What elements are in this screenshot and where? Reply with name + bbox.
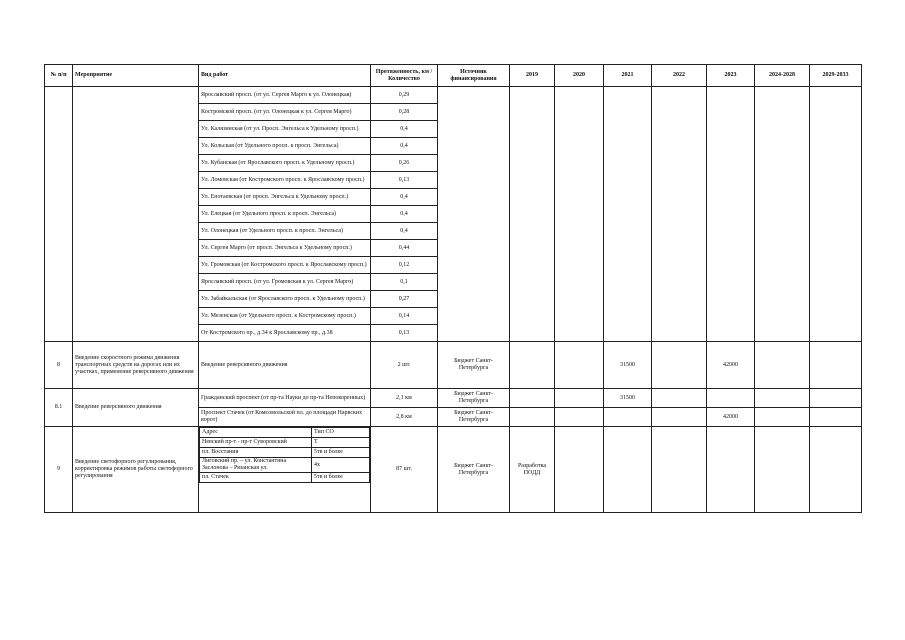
row81-2029-2033 bbox=[810, 389, 862, 408]
row81-2020 bbox=[555, 389, 604, 408]
row81-source: Бюджет Санкт-Петербурга bbox=[438, 389, 510, 408]
row81-2019 bbox=[510, 389, 555, 408]
street-length: 0,14 bbox=[371, 308, 438, 325]
row81-2021 bbox=[604, 408, 652, 427]
row81-2022 bbox=[652, 408, 707, 427]
row81-source: Бюджет Санкт-Петербурга bbox=[438, 408, 510, 427]
street-length: 0,28 bbox=[371, 104, 438, 121]
street-length: 0,4 bbox=[371, 189, 438, 206]
row8-source: Бюджет Санкт-Петербурга bbox=[438, 342, 510, 389]
intersection-address: Невский пр-т - пр-т Суворовский bbox=[200, 438, 312, 448]
row9-2029-2033 bbox=[810, 427, 862, 513]
row9-source: Бюджет Санкт-Петербурга bbox=[438, 427, 510, 513]
row8-2021: 31500 bbox=[604, 342, 652, 389]
row81-2024-2028 bbox=[755, 408, 810, 427]
street-work: Костромской просп. (от ул. Олонецкая к ул. Сергея Марго) bbox=[199, 104, 371, 121]
address-table bbox=[199, 427, 370, 483]
address-table-body bbox=[200, 428, 370, 483]
street-length: 0,13 bbox=[371, 325, 438, 342]
street-length: 0,1 bbox=[371, 274, 438, 291]
row9-num: 9 bbox=[45, 427, 73, 513]
header-2019: 2019 bbox=[510, 65, 555, 87]
row8-length: 2 шт. bbox=[371, 342, 438, 389]
block1-2022 bbox=[652, 87, 707, 342]
block1-2023 bbox=[707, 87, 755, 342]
row8-work: Введение реверсивного движения bbox=[199, 342, 371, 389]
block1-2024-2028 bbox=[755, 87, 810, 342]
row81-work: Гражданский проспект (от пр-та Науки до пр-та Непокоренных) bbox=[199, 389, 371, 408]
street-row bbox=[45, 87, 862, 104]
block1-source bbox=[438, 87, 510, 342]
street-work: Ул. Елецкая (от Удельного просп. к просп. Энгельса) bbox=[199, 206, 371, 223]
street-work: Ул. Мезенская (от Удельного просп. к Костромскому просп.) bbox=[199, 308, 371, 325]
block1-body bbox=[45, 87, 862, 342]
intersection-address: пл. Восстания bbox=[200, 448, 312, 458]
row9-2019: Разработка ПОДД bbox=[510, 427, 555, 513]
row81-2019 bbox=[510, 408, 555, 427]
header-row bbox=[45, 65, 862, 87]
street-length: 0,29 bbox=[371, 87, 438, 104]
signal-type: 5тв и более bbox=[312, 473, 370, 483]
street-length: 0,4 bbox=[371, 138, 438, 155]
signal-type: Т bbox=[312, 438, 370, 448]
header-length: Протяженность, км / Количество bbox=[371, 65, 438, 87]
header-2024-2028: 2024-2028 bbox=[755, 65, 810, 87]
header-2023: 2023 bbox=[707, 65, 755, 87]
intersection-address: Лиговский пр. – ул. Константина Заслонова – Рязанская ул. bbox=[200, 458, 312, 473]
street-work: От Костромского пр., д.34 к Ярославскому пр., д.38 bbox=[199, 325, 371, 342]
street-work: Ул. Забайкальская (от Ярославского просп. к Удельному просп.) bbox=[199, 291, 371, 308]
row8-2019 bbox=[510, 342, 555, 389]
row8-2024-2028 bbox=[755, 342, 810, 389]
row-9 bbox=[45, 427, 862, 513]
row8-2023: 42000 bbox=[707, 342, 755, 389]
program-table bbox=[44, 64, 862, 513]
address-header: Адрес bbox=[200, 428, 312, 438]
row8-2029-2033 bbox=[810, 342, 862, 389]
block1-2029-2033 bbox=[810, 87, 862, 342]
row81-2023: 42000 bbox=[707, 408, 755, 427]
header-work: Вид работ bbox=[199, 65, 371, 87]
street-work: Ул. Калязинская (от ул. Просп. Энгельса к Удельному просп.) bbox=[199, 121, 371, 138]
address-row bbox=[200, 448, 370, 458]
street-length: 0,4 bbox=[371, 206, 438, 223]
address-row bbox=[200, 458, 370, 473]
street-length: 0,13 bbox=[371, 172, 438, 189]
row8-2022 bbox=[652, 342, 707, 389]
row81-num: 8.1 bbox=[45, 389, 73, 427]
header-2022: 2022 bbox=[652, 65, 707, 87]
address-row bbox=[200, 438, 370, 448]
row81-2029-2033 bbox=[810, 408, 862, 427]
block1-2021 bbox=[604, 87, 652, 342]
row81-2022 bbox=[652, 389, 707, 408]
row9-2024-2028 bbox=[755, 427, 810, 513]
header-source: Источник финансирования bbox=[438, 65, 510, 87]
block1-2020 bbox=[555, 87, 604, 342]
row-8 bbox=[45, 342, 862, 389]
header-2029-2033: 2029-2033 bbox=[810, 65, 862, 87]
row9-length: 87 шт. bbox=[371, 427, 438, 513]
signal-type: 4х bbox=[312, 458, 370, 473]
street-work: Ул. Енотаевская (от просп. Энгельса к Удельному просп.) bbox=[199, 189, 371, 206]
row81-length: 2,8 км bbox=[371, 408, 438, 427]
street-length: 0,26 bbox=[371, 155, 438, 172]
signal-type: 5тв и более bbox=[312, 448, 370, 458]
row9-2022 bbox=[652, 427, 707, 513]
header-num: № п/п bbox=[45, 65, 73, 87]
address-header-row bbox=[200, 428, 370, 438]
row81-2020 bbox=[555, 408, 604, 427]
block1-event bbox=[73, 87, 199, 342]
header-2020: 2020 bbox=[555, 65, 604, 87]
row81-event: Введение реверсивного движения bbox=[73, 389, 199, 427]
address-row bbox=[200, 473, 370, 483]
row8-2020 bbox=[555, 342, 604, 389]
row9-address-cell bbox=[199, 427, 371, 513]
street-length: 0,44 bbox=[371, 240, 438, 257]
street-work: Ул. Олонецкая (от Удельного просп. к просп. Энгельса) bbox=[199, 223, 371, 240]
street-work: Ул. Сергея Марго (от просп. Энгельса к Удельному просп.) bbox=[199, 240, 371, 257]
row9-2020 bbox=[555, 427, 604, 513]
street-length: 0,4 bbox=[371, 223, 438, 240]
row81-length: 2,1 км bbox=[371, 389, 438, 408]
row8-num: 8 bbox=[45, 342, 73, 389]
row8-event: Введение скоростного режима движения транспортных средств на дорогах или их участках, применение реверсивного движения bbox=[73, 342, 199, 389]
street-work: Ул. Кубанская (от Ярославского просп. к Удельному просп.) bbox=[199, 155, 371, 172]
signal-type-header: Тип СО bbox=[312, 428, 370, 438]
row-8-1-a bbox=[45, 389, 862, 408]
street-work: Ул. Ломовская (от Костромского просп. к Ярославскому просп.) bbox=[199, 172, 371, 189]
block1-num bbox=[45, 87, 73, 342]
block1-2019 bbox=[510, 87, 555, 342]
row9-2021 bbox=[604, 427, 652, 513]
row9-2023 bbox=[707, 427, 755, 513]
row81-work: Проспект Стачек (от Комсомольской пл. до площади Нарвских ворот) bbox=[199, 408, 371, 427]
street-length: 0,4 bbox=[371, 121, 438, 138]
street-work: Ярославский просп. (от ул. Сергея Марго к ул. Олонецкая) bbox=[199, 87, 371, 104]
street-work: Ярославский просп. (от ул. Громовская к ул. Сергея Марго) bbox=[199, 274, 371, 291]
row81-2023 bbox=[707, 389, 755, 408]
street-work: Ул. Громовская (от Костромского просп. к Ярославскому просп.) bbox=[199, 257, 371, 274]
header-2021: 2021 bbox=[604, 65, 652, 87]
intersection-address: пл. Стачек bbox=[200, 473, 312, 483]
row81-2021: 31500 bbox=[604, 389, 652, 408]
row81-2024-2028 bbox=[755, 389, 810, 408]
street-length: 0,27 bbox=[371, 291, 438, 308]
header-event: Мероприятие bbox=[73, 65, 199, 87]
street-work: Ул. Кольская (от Удельного просп. к просп. Энгельса) bbox=[199, 138, 371, 155]
street-length: 0,12 bbox=[371, 257, 438, 274]
row9-event: Введение светофорного регулирования, корректировка режимов работы светофорного регулирования bbox=[73, 427, 199, 513]
